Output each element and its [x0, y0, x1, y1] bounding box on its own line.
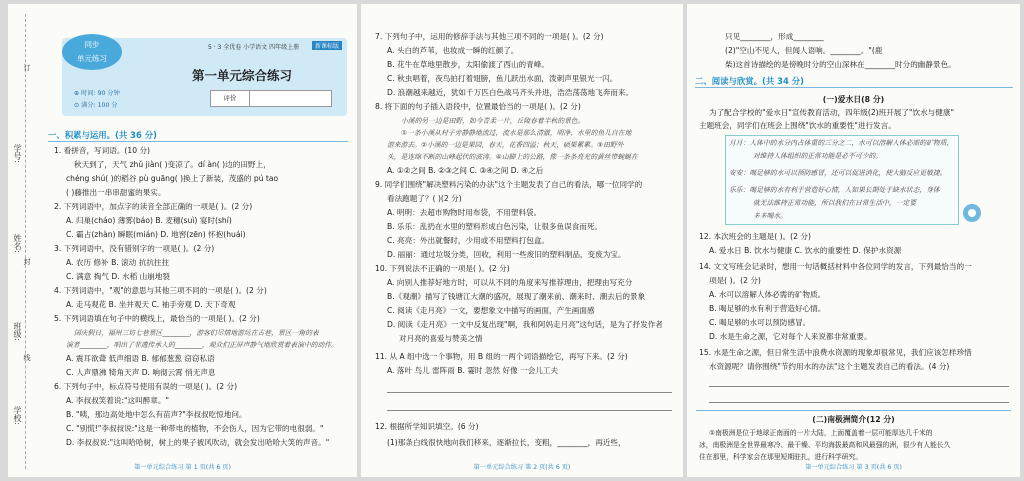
class-label: 班级: [13, 322, 22, 341]
question-line: 2. 下列词语中，加点字的读音全部正确的一项是( )。(2 分) [54, 202, 253, 211]
passage-line: 住在那里，科学家会在那里短期驻扎，进行科学研究。 [699, 453, 863, 461]
option-line: B. 花牛在草地里散步，太阳偷渡了西山的青峰。 [387, 60, 549, 69]
option-line: A. 头白的芦苇，也妆成一瞬的红颜了。 [387, 46, 519, 55]
option-line: C. 亮亮：外出就餐时，少用或不用塑料打包盒。 [387, 236, 550, 245]
question-line: 5. 下列词语填在句子中的横线上，最恰当的一项是( )。(2 分) [54, 314, 260, 323]
note-line: 就无法维持正常功能，所以我们在日常生活中，一定要 [753, 199, 917, 207]
passage-line: 主题班会，同学们在班会上围绕"饮水的重要性"进行发言。 [699, 121, 896, 130]
section-heading: 一、积累与运用。(共 36 分) [48, 130, 157, 140]
student-id-label: 学号: [13, 144, 22, 163]
page-footer: 第一单元综合练习 第 1 页(共 6 页) [134, 464, 231, 471]
passage-line: 游来游去。②小溪的一边是果园，春天，花香四溢；秋天，硕果累累。③田野外 [387, 141, 624, 149]
option-line: B. 乐乐：乱扔在水里的塑料形成白色污染，让很多鱼误食而死。 [387, 222, 603, 231]
question-line: chéng shú( )的稻谷 pù guāng( )换上了新装，茂盛的 pú tao [66, 174, 279, 183]
option-line: C. 满意 掏气 D. 水稻 山崩地裂 [66, 272, 170, 281]
exam-page-1 [8, 4, 357, 477]
option-line: A. ①②之间 B. ②③之间 C. ③④之间 D. ④之后 [387, 166, 544, 175]
passage-line: 头，是连绵不断的山峰起伏的波涛。④山脚上的公路，像一条条亮光的黄丝带蜿蜒在 [387, 153, 638, 161]
question-line: 柴)这首诗描绘的是傍晚时分的空山深林在________时分的幽静景色。 [725, 60, 956, 69]
question-line: 3. 下列词语中，没有错别字的一项是( )。(2 分) [54, 244, 215, 253]
option-line: A. 向别人推荐好地方时，可以从不同的角度来写推荐理由，把理由写充分 [387, 278, 633, 287]
passage-line: ①一条小溪从村子旁静静地流过，流水是那么清澈，明净，水里的鱼儿自在地 [401, 129, 632, 137]
option-line: C. 人声鼎沸 犄角天声 D. 响彻云霄 悄无声息 [66, 368, 216, 377]
note-line: 多多喝水。 [753, 212, 787, 220]
evaluation-box: 评价 [210, 90, 332, 107]
school-label: 学校: [13, 406, 22, 425]
answer-line[interactable] [709, 386, 1009, 387]
question-line: ( )藤推出一串串甜蜜的果实。 [66, 188, 166, 197]
time-limit: ⊕ 时间: 90 分钟 [74, 90, 120, 97]
question-line: 6. 下列句子中，标点符号使用有误的一项是( )。(2 分) [54, 382, 238, 391]
question-line: 看法跑题了？( )(2 分) [387, 194, 462, 203]
note-line: 月月：人体中的水分内占体重的三分之二，水可以溶解人体必需的矿物质， [729, 139, 954, 147]
question-line: 秋天到了，天气 zhǔ jiàn( )变凉了。dí àn( )边的田野上， [74, 160, 271, 169]
option-line: C. 霸占(zhàn) 瞬眠(mián) D. 地窖(zēn) 怀抱(huái) [66, 230, 246, 239]
note-line: 安安：喝足够的水可以预防感冒，还可以促进消化，使大脑反应更敏捷。 [729, 169, 947, 177]
question-line: 7. 下列句子中，运用的修辞手法与其他三项不同的一项是( )。(2 分) [375, 32, 604, 41]
passage-line: 冰，南极洲是全世界最寒冷、最干燥、平均海拔最高和风最强的洲，很少有人能长久 [699, 441, 951, 449]
question-line: 水资源呢？请你围绕"节约用水的办法"这个主题发表自己的看法。(4 分) [709, 362, 950, 371]
passage-line: ①南极洲是位于地球正南面的一片大陆，上面覆盖着一层可能厚达几千米的 [709, 429, 933, 437]
question-line: 8. 将下面的句子插入语段中，位置最恰当的一项是( )。(2 分) [375, 102, 581, 111]
option-line: D. 浪潮越来越近，犹如千万匹白色战马齐头并进，浩浩荡荡地飞奔而来。 [387, 88, 634, 97]
cut-line [25, 14, 26, 469]
series-badge: 同步 单元练习 [62, 34, 122, 70]
series-label: 5 · 3 全优卷 小学语文 四年级上册 [208, 44, 300, 51]
passage-frame-top [696, 410, 1011, 411]
question-line: (2)"空山不见人，但闻人语响。________。"(鹿 [725, 46, 883, 55]
option-line: B. "咦，那边高处地中怎么有苗声?"李叔叔吃惊地问。 [66, 410, 247, 419]
option-line: D. 李叔叔说:"这叫哈哈树，树上的果子被风吹动，就会发出哈哈大笑的声音。" [66, 438, 330, 447]
section-divider [48, 141, 348, 142]
exam-page-2 [361, 4, 683, 477]
passage-line: 为了配合学校的"爱水日"宣传教育活动，四年级(2)班开展了"饮水与健康" [709, 108, 954, 117]
question-line: 4. 下列词语中，"观"的意思与其他三项不同的一项是( )。(2 分) [54, 286, 267, 295]
full-score: ⊙ 满分: 100 分 [74, 102, 118, 109]
option-line: B.《观潮》描写了钱塘江大潮的盛况，展现了潮来前、潮来时、潮去后的景象 [387, 292, 646, 301]
option-line: A. 归巢(cháo) 薄雾(báo) B. 麦穗(suì) 宴时(shí) [66, 216, 232, 225]
option-line: C. 阅读《走月亮》一文，要想象文中描写的画面，产生画面感 [387, 306, 595, 315]
exam-page-3 [687, 4, 1020, 477]
binding-margin [8, 4, 44, 477]
answer-line[interactable] [709, 402, 1009, 403]
option-line: D. 阅读《走月亮》一文中反复出现"啊，我和阿妈走月亮"这句话，是为了抒发作者 [387, 320, 663, 329]
exam-header [62, 38, 347, 116]
question-line: 9. 同学们围绕"解决塑料污染的办法"这个主题发表了自己的看法，哪一位同学的 [375, 180, 643, 189]
passage-line: 小溪的另一边是田野，如今青柔一片，丘陵春着半秋的景色。 [401, 117, 585, 125]
name-label: 姓名: [13, 234, 22, 253]
passage-line: 演者________，唱出了非遗传承人的________，观众们正屏声静气地欣赏着表演中的动作。 [66, 341, 338, 349]
option-line: D. 水是生命之源，它对每个人来说都非常重要。 [709, 332, 872, 341]
rocket-decoration-icon [959, 200, 985, 226]
answer-line[interactable] [387, 410, 672, 411]
passage-line: 国庆假日，福州三坊七巷景区________，游客们尽情地游玩在古巷，景区一角的表 [74, 329, 319, 337]
edition-badge: 新课标版 [312, 41, 342, 50]
page-footer: 第一单元综合练习 第 2 页(共 6 页) [473, 464, 571, 471]
option-line: B. 喝足够的水有利于营造好心情。 [709, 304, 826, 313]
question-line: 项是( )。(2 分) [709, 276, 761, 285]
option-line: D. 丽丽：通过垃圾分类，回收，利用一些废旧的塑料制品，变废为宝。 [387, 250, 626, 259]
page-title: 第一单元综合练习 [192, 68, 293, 83]
option-line: A. 走马观花 B. 坐井观天 C. 袖手旁观 D. 天下奇观 [66, 300, 236, 309]
option-line: A. 爱水日 B. 饮水与健康 C. 饮水的重要性 D. 保护水资源 [709, 246, 902, 255]
section-heading: 二、阅读与欣赏。(共 34 分) [695, 76, 804, 86]
option-line: C. 秋虫唱着，夜鸟拍打着翅膀，鱼儿跃出水面，泼刺声里银光一闪。 [387, 74, 618, 83]
note-line: 乐乐：喝足够的水有利于营造好心情，人如果长期处于缺水状态，身体 [729, 186, 940, 194]
option-line: 对月亮的喜爱与赞美之情 [399, 334, 483, 343]
question-line: 11. 从 A 组中选一个事物，用 B 组的一两个词语描绘它，再写下来。(2 分) [375, 352, 628, 361]
option-line: A. 明明：去超市购物时用布袋，不用塑料袋。 [387, 208, 542, 217]
question-line: 12. 根据所学知识填空。(6 分) [375, 422, 479, 431]
question-line: 15. 水是生命之源，但日常生活中浪费水资源的现象却很常见，我们应该怎样珍惜 [699, 348, 972, 357]
option-line: C. 喝足够的水可以预防感冒。 [709, 318, 811, 327]
page-footer: 第一单元综合练习 第 3 页(共 6 页) [805, 464, 902, 471]
section-divider [695, 87, 1013, 88]
option-line: A. 落叶 鸟儿 雷阵雨 B. 霎时 忽然 好像 一会儿工夫 [387, 366, 559, 375]
binding-mark: 订 [23, 64, 31, 71]
question-line: (1)那条白线很快地向我们移来，逐渐拉长，变粗，________，再近些， [387, 438, 626, 447]
question-line: 10. 下列说法不正确的一项是( )。(2 分) [375, 264, 510, 273]
option-line: A. 李叔叔笑着说:"这叫醉章。" [66, 396, 169, 405]
question-line: 14. 文文写班会记录时，想用一句话概括材料中各位同学的发言，下列最恰当的一 [699, 262, 972, 271]
question-line: 12. 本次班会的主题是( )。(2 分) [699, 232, 811, 241]
question-line: 只见________，形成________ [725, 32, 824, 41]
passage-title: (二)南极洲简介(12 分) [812, 415, 895, 424]
option-line: A. 水可以溶解人体必需的矿物质。 [709, 290, 826, 299]
answer-line[interactable] [387, 392, 672, 393]
passage-title: (一)爱水日(8 分) [822, 95, 885, 104]
question-line: 1. 看拼音，写词语。(10 分) [54, 146, 151, 155]
option-line: C. "别慌!"李叔叔说:"这是一种带电的植物，不会伤人，因为它带的电很弱。" [66, 424, 324, 433]
note-line: 对维持人体组织的正常功能是必不可少的。 [753, 152, 883, 160]
line-mark: 线 [23, 354, 31, 361]
option-line: A. 震耳欲聋 低声细语 B. 郁郁葱葱 窃窃私语 [66, 354, 215, 363]
seal-mark: 封 [23, 258, 31, 265]
option-line: A. 农历 修补 B. 滚动 抗抗拄拄 [66, 258, 170, 267]
